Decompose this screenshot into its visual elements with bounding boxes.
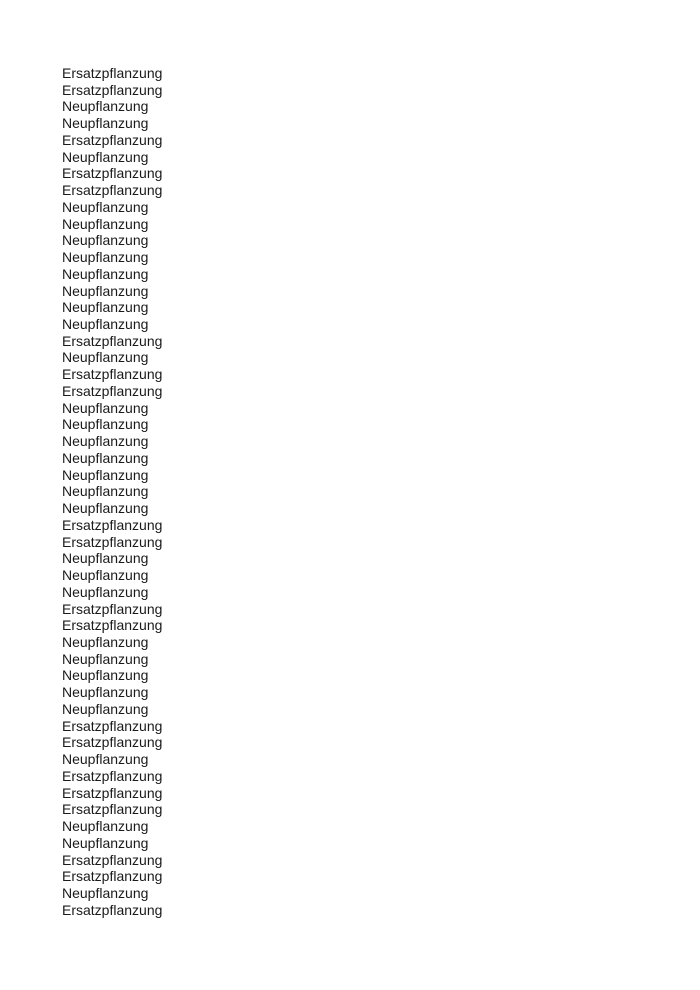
list-item: Ersatzpflanzung xyxy=(62,851,163,868)
list-item: Neupflanzung xyxy=(62,449,149,466)
list-item: Neupflanzung xyxy=(62,399,149,416)
plant-type-list xyxy=(62,65,162,918)
list-item: Neupflanzung xyxy=(62,500,149,517)
list-item: Neupflanzung xyxy=(62,550,149,567)
list-item: Neupflanzung xyxy=(62,818,149,835)
list-item: Neupflanzung xyxy=(62,232,149,249)
list-item: Ersatzpflanzung xyxy=(62,332,163,349)
list-item: Ersatzpflanzung xyxy=(62,868,163,885)
list-item: Neupflanzung xyxy=(62,684,149,701)
list-item: Ersatzpflanzung xyxy=(62,182,163,199)
list-item: Neupflanzung xyxy=(62,148,149,165)
list-item: Ersatzpflanzung xyxy=(62,901,163,918)
list-item: Neupflanzung xyxy=(62,316,149,333)
list-item: Neupflanzung xyxy=(62,483,149,500)
list-item: Ersatzpflanzung xyxy=(62,382,163,399)
list-item: Neupflanzung xyxy=(62,115,149,132)
list-item: Ersatzpflanzung xyxy=(62,65,163,81)
list-item: Ersatzpflanzung xyxy=(62,533,163,550)
list-item: Ersatzpflanzung xyxy=(62,131,163,148)
list-item: Ersatzpflanzung xyxy=(62,366,163,383)
list-item: Ersatzpflanzung xyxy=(62,784,163,801)
list-item: Ersatzpflanzung xyxy=(62,516,163,533)
list-item: Neupflanzung xyxy=(62,282,149,299)
list-item: Neupflanzung xyxy=(62,567,149,584)
list-item: Ersatzpflanzung xyxy=(62,617,163,634)
list-item: Neupflanzung xyxy=(62,751,149,768)
list-item: Ersatzpflanzung xyxy=(62,801,163,818)
list-item: Neupflanzung xyxy=(62,198,149,215)
list-item: Neupflanzung xyxy=(62,349,149,366)
list-item: Neupflanzung xyxy=(62,466,149,483)
list-item: Ersatzpflanzung xyxy=(62,600,163,617)
list-item: Ersatzpflanzung xyxy=(62,717,163,734)
list-item: Neupflanzung xyxy=(62,700,149,717)
list-item: Neupflanzung xyxy=(62,650,149,667)
list-item: Neupflanzung xyxy=(62,416,149,433)
list-item: Neupflanzung xyxy=(62,299,149,316)
list-item: Neupflanzung xyxy=(62,215,149,232)
list-item: Neupflanzung xyxy=(62,249,149,266)
list-item: Ersatzpflanzung xyxy=(62,734,163,751)
list-item: Ersatzpflanzung xyxy=(62,81,163,98)
list-item: Neupflanzung xyxy=(62,884,149,901)
list-item: Neupflanzung xyxy=(62,265,149,282)
list-item: Ersatzpflanzung xyxy=(62,767,163,784)
list-item: Neupflanzung xyxy=(62,583,149,600)
list-item: Neupflanzung xyxy=(62,433,149,450)
list-item: Neupflanzung xyxy=(62,834,149,851)
list-item: Ersatzpflanzung xyxy=(62,165,163,182)
list-item: Neupflanzung xyxy=(62,667,149,684)
list-item: Neupflanzung xyxy=(62,633,149,650)
list-item: Neupflanzung xyxy=(62,98,149,115)
